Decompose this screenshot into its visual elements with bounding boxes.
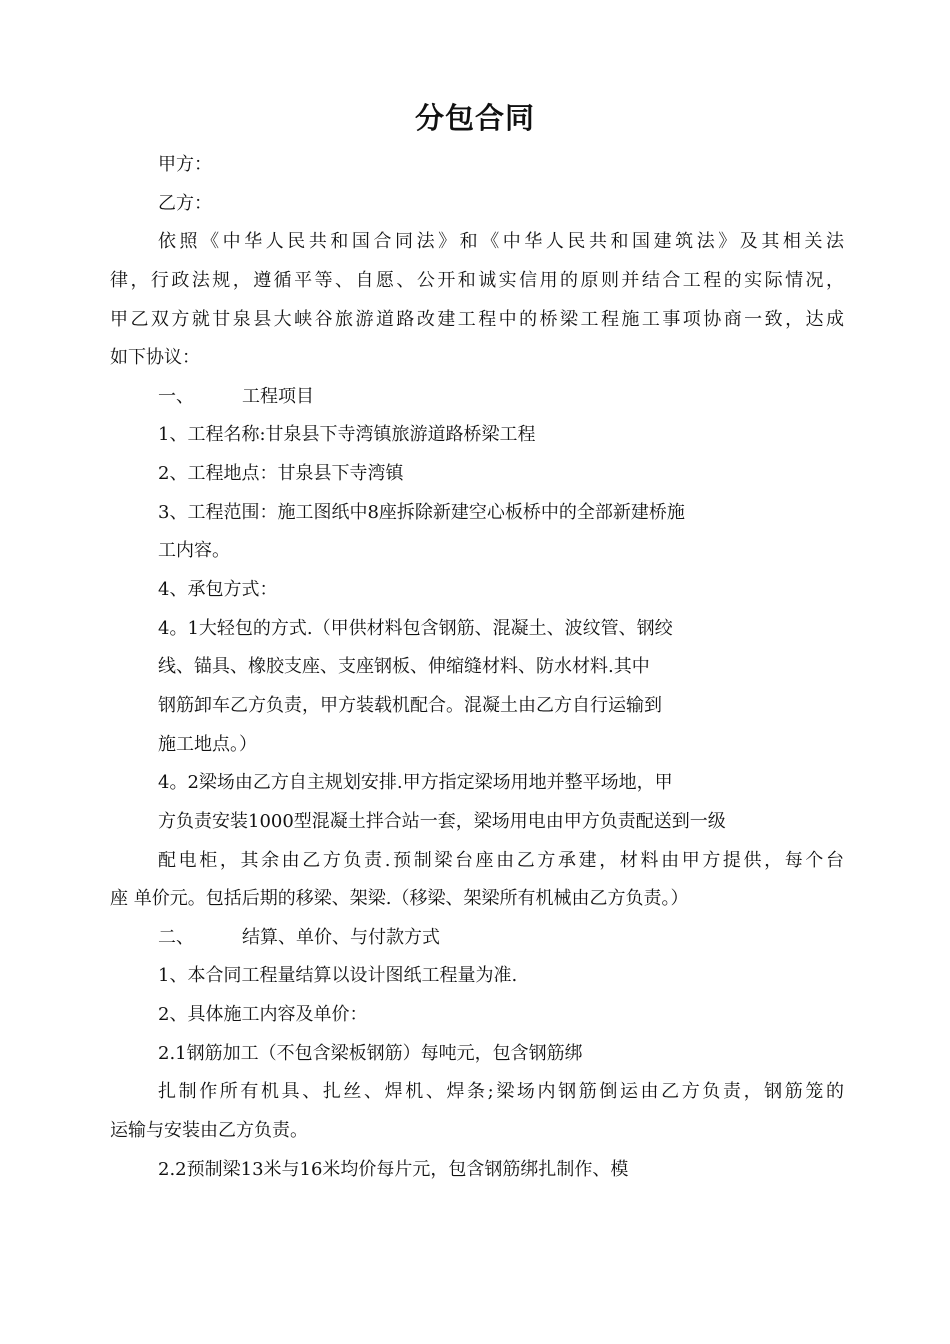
clause-line: 线、锚具、橡胶支座、支座钢板、伸缩缝材料、防水材料.其中 — [158, 656, 650, 678]
clause-line: 1、工程名称:甘泉县下寺湾镇旅游道路桥梁工程 — [158, 424, 536, 446]
clause-line: 钢筋卸车乙方负责，甲方装载机配合。混凝土由乙方自行运输到 — [158, 694, 662, 716]
section-title: 结算、单价、与付款方式 — [242, 926, 440, 948]
section-number: 二、 — [158, 926, 194, 948]
clause-line: 2.1钢筋加工（不包含梁板钢筋）每吨元，包含钢筋绑 — [158, 1042, 583, 1064]
preamble-line-2: 律，行政法规，遵循平等、自愿、公开和诚实信用的原则并结合工程的实际情况， — [110, 269, 844, 291]
clause-line: 工内容。 — [158, 540, 230, 562]
clause-line: 施工地点。） — [158, 733, 257, 755]
clause-line: 4、承包方式： — [158, 579, 278, 601]
preamble-line-4: 如下协议： — [110, 347, 200, 369]
section-heading-2 — [110, 919, 844, 958]
clause-line: 2、具体施工内容及单价： — [158, 1004, 368, 1026]
document-body — [110, 146, 844, 1189]
section-title: 工程项目 — [242, 385, 314, 407]
preamble-line-3: 甲乙双方就甘泉县大峡谷旅游道路改建工程中的桥梁工程施工事项协商一致，达成 — [110, 308, 844, 330]
clause-line: 配电柜，其余由乙方负责.预制梁台座由乙方承建，材料由甲方提供，每个台 — [158, 849, 844, 871]
clause-line: 扎制作所有机具、扎丝、焊机、焊条;梁场内钢筋倒运由乙方负责，钢筋笼的 — [158, 1081, 844, 1103]
clause-line: 4。1大轻包的方式.（甲供材料包含钢筋、混凝土、波纹管、钢绞 — [158, 617, 673, 639]
section-heading-1 — [110, 378, 844, 417]
section-number: 一、 — [158, 385, 194, 407]
party-a-line: 甲方： — [158, 154, 212, 175]
clause-line: 座 单价元。包括后期的移梁、架梁.（移梁、架梁所有机械由乙方负责。） — [110, 888, 689, 910]
document-title: 分包合同 — [414, 101, 535, 135]
clause-line: 4。2梁场由乙方自主规划安排.甲方指定梁场用地并整平场地，甲 — [158, 772, 673, 794]
clause-line: 1、本合同工程量结算以设计图纸工程量为准. — [158, 965, 518, 987]
clause-line: 方负责安装1000型混凝土拌合站一套，梁场用电由甲方负责配送到一级 — [158, 810, 726, 832]
clause-line: 2、工程地点：甘泉县下寺湾镇 — [158, 463, 404, 485]
party-b-line: 乙方： — [158, 192, 212, 214]
clause-line: 运输与安装由乙方负责。 — [110, 1120, 308, 1142]
clause-line: 3、工程范围：施工图纸中8座拆除新建空心板桥中的全部新建桥施 — [158, 501, 685, 523]
preamble-line-1: 依照《中华人民共和国合同法》和《中华人民共和国建筑法》及其相关法 — [158, 231, 844, 253]
clause-line: 2.2预制梁13米与16米均价每片元，包含钢筋绑扎制作、模 — [158, 1158, 629, 1180]
